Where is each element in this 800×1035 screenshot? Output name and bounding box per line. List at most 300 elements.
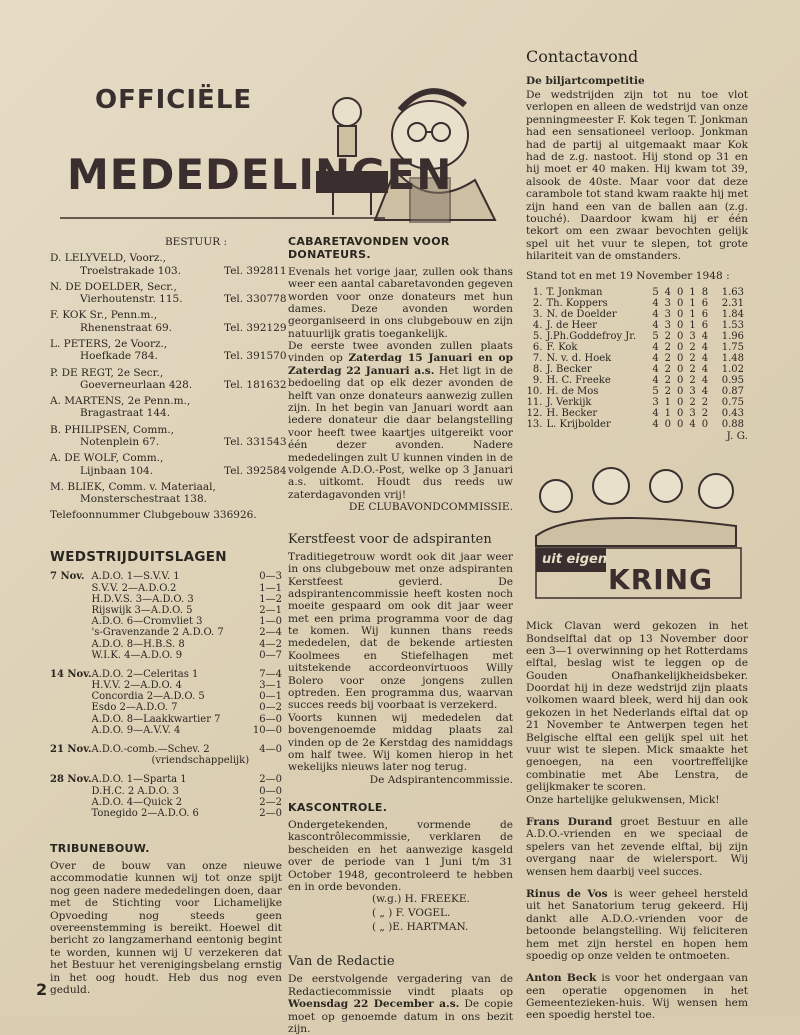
member-name: B. PHILIPSEN, xyxy=(50,423,130,436)
result-score: 1—0 xyxy=(259,616,282,628)
result-score: 0—2 xyxy=(259,702,282,714)
member-name-role xyxy=(50,481,282,493)
member-name-role xyxy=(50,452,282,464)
member-address: Troelstrakade 103. xyxy=(80,264,182,277)
result-score: 6—0 xyxy=(259,713,282,725)
stand-value: 1 xyxy=(664,396,672,408)
column-right xyxy=(526,48,748,1032)
stand-pos: 1. xyxy=(532,286,543,298)
stand-name: H. C. Freeke xyxy=(546,374,611,386)
result-match: D.H.C. 2 A.D.O. 3 xyxy=(91,785,180,797)
member-address: Bragastraat 144. xyxy=(80,407,171,420)
stand-value: 4 xyxy=(652,352,659,364)
cabaret-text-a: Evenals het vorige jaar, zullen ook thans weer een aantal cabaretavonden gegeven worden voor onze donateurs met hun dames. Deze avonden worden georganiseerd in ons clubgebouw en zijn natuurlijk gratis toegankelijk. xyxy=(288,265,513,340)
redactie-text-start: De eerstvolgende vergadering van de Redactiecommissie vindt plaats op xyxy=(288,973,513,998)
stand-value: 0 xyxy=(677,308,684,320)
stand-name: N. v. d. Hoek xyxy=(546,352,612,364)
member-role: Comm. v. Materiaal, xyxy=(108,480,216,493)
stand-average: 1.02 xyxy=(721,363,744,375)
stand-name: N. de Doelder xyxy=(546,308,617,320)
masthead xyxy=(55,50,510,230)
stand-pos: 13. xyxy=(526,418,543,430)
biljart-text: De wedstrijden zijn tot nu toe vlot verlopen en alleen de wedstrijd van onze penningmeester F. Kok tegen T. Jonkman had een sensationeel verloop. Jonkman had de partij al uitgemaakt maar Kok had de z.g. nastoot. Hij stond op 31 en hij moet er 40 maken. Hij kwam tot 39, alsook de 40ste. Maar voor dat deze carambole tot stand kwam raakte hij met zijn hand een van de ballen aan (z.g. touché). Daardoor kwam hij er één tekort om een zwaar bevochten gelijk spel uit het vuur te slepen, tot grote hilariteit van de omstanders. xyxy=(526,89,748,263)
kring-item-durand-text: groet Bestuur en alle A.D.O.-vrienden en we speciaal de spelers van het zevende elftal, bij zijn overgang naar de wielersport. Wij wensen hem daarbij veel succes. xyxy=(526,816,748,878)
results-table xyxy=(50,571,282,819)
result-date-empty xyxy=(50,627,92,638)
kascontrole-signature-1: (w.g.) H. FREEKE. xyxy=(372,893,470,906)
stand-average: 0.95 xyxy=(721,374,744,386)
result-score: 4—0 xyxy=(259,744,282,756)
stand-value: 6 xyxy=(701,319,709,331)
result-row xyxy=(50,714,282,725)
member-name: M. BLIEK, xyxy=(50,480,106,493)
result-match: Rijswijk 3—A.D.O. 5 xyxy=(91,604,193,616)
stand-value: 2 xyxy=(689,396,696,408)
result-date-empty xyxy=(50,594,92,605)
member-address: Vierhoutenstr. 115. xyxy=(80,293,183,306)
kascontrole-title: KASCONTROLE. xyxy=(288,801,388,815)
result-date-empty xyxy=(50,786,92,797)
stand-average: 0.43 xyxy=(721,407,744,419)
member-phone: Tel. 392129 xyxy=(224,321,287,334)
result-score: 2—1 xyxy=(259,604,282,616)
stand-row xyxy=(526,397,744,408)
result-match: A.D.O. 8—Laakkwartier 7 xyxy=(91,713,221,725)
member-name: A. MARTENS, xyxy=(50,395,125,408)
stand-value: 4 xyxy=(664,286,672,298)
result-row xyxy=(50,650,282,661)
stand-name: J. Verkijk xyxy=(546,396,592,408)
stand-value: 5 xyxy=(652,286,659,298)
result-row xyxy=(50,702,282,713)
stand-value: 4 xyxy=(652,341,659,353)
stand-value: 2 xyxy=(664,374,672,386)
tribunebouw-title: TRIBUNEBOUW. xyxy=(50,842,150,856)
kerstfeest-title: Kerstfeest voor de adspiranten xyxy=(288,531,492,547)
stand-value: 2 xyxy=(664,385,672,397)
stand-row xyxy=(526,298,744,309)
stand-name: F. Kok xyxy=(546,341,578,353)
result-match: Tonegido 2—A.D.O. 6 xyxy=(91,807,199,819)
member-name-role xyxy=(50,281,282,293)
stand-value: 0 xyxy=(677,363,684,375)
stand-value: 0 xyxy=(677,352,684,364)
stand-value: 3 xyxy=(664,319,672,331)
stand-pos: 5. xyxy=(532,330,543,342)
result-date-empty xyxy=(50,755,92,766)
member-name: L. PETERS, xyxy=(50,337,112,350)
bestuur-member xyxy=(50,452,287,477)
stand-average: 1.84 xyxy=(721,308,744,320)
member-role: Comm., xyxy=(133,423,174,436)
member-role: Secr., xyxy=(146,280,177,293)
stand-row xyxy=(526,364,744,375)
member-name: F. KOK Sr., xyxy=(50,309,108,322)
kring-item-clavan-end: Onze hartelijke gelukwensen, Mick! xyxy=(526,793,720,806)
cabaret-title: CABARETAVONDEN VOOR DONATEURS. xyxy=(288,235,450,261)
stand-row xyxy=(526,386,744,397)
stand-value: 6 xyxy=(701,308,709,320)
stand-value: 0 xyxy=(677,341,684,353)
kring-item-devos xyxy=(526,888,748,962)
kring-item-devos-text: is weer geheel hersteld uit het Sanatorium terug gekeerd. Hij dankt alle A.D.O.-vrienden voor de betoonde belangstelling. Wij feliciteren hem met zijn herstel en hopen hem spoedig op onze velden te ontmoeten. xyxy=(526,887,749,962)
contactavond-title: Contactavond xyxy=(526,47,639,66)
stand-row xyxy=(526,342,744,353)
result-row xyxy=(50,616,282,627)
stand-row xyxy=(526,309,744,320)
result-score: 1—1 xyxy=(259,582,282,594)
stand-value: 3 xyxy=(689,407,696,419)
kring-item-devos-name: Rinus de Vos xyxy=(526,887,608,900)
member-phone: Tel. 391570 xyxy=(224,350,287,363)
result-score: 7—4 xyxy=(259,668,282,680)
stand-average: 1.96 xyxy=(721,330,744,342)
stand-value: 4 xyxy=(689,418,696,430)
result-match: A.D.O. 1—Sparta 1 xyxy=(91,774,187,786)
stand-value: 0 xyxy=(677,385,684,397)
stand-value: 4 xyxy=(701,330,709,342)
member-role: Comm., xyxy=(122,452,164,465)
stand-name: J. de Heer xyxy=(546,319,597,331)
result-row xyxy=(50,797,282,808)
biljart-subtitle: De biljartcompetitie xyxy=(526,74,645,87)
stand-value: 3 xyxy=(689,385,696,397)
stand-pos: 10. xyxy=(526,385,543,397)
kring-item-durand xyxy=(526,816,748,878)
member-phone: Tel. 181632 xyxy=(224,378,287,391)
result-date-empty xyxy=(50,616,92,627)
stand-value: 4 xyxy=(701,374,709,386)
stand-value: 4 xyxy=(701,352,709,364)
member-name-role xyxy=(50,424,282,436)
cabaret-text-b xyxy=(288,340,513,501)
stand-value: 2 xyxy=(664,341,672,353)
member-address: Lijnbaan 104. xyxy=(80,464,154,477)
stand-row xyxy=(526,375,744,386)
stand-average: 1.53 xyxy=(721,319,744,331)
bestuur-member xyxy=(50,481,282,506)
member-address: Monsterschestraat 138. xyxy=(80,493,208,506)
stand-title: Stand tot en met 19 November 1948 : xyxy=(526,270,730,283)
stand-value: 3 xyxy=(689,330,696,342)
stand-name: T. Jonkman xyxy=(546,286,603,298)
bestuur-member xyxy=(50,280,287,306)
stand-value: 5 xyxy=(652,385,659,397)
stand-value: 0 xyxy=(664,418,672,430)
bestuur-list xyxy=(50,252,287,506)
kerstfeest-text-a: Traditiegetrouw wordt ook dit jaar weer in ons clubgebouw met onze adspiranten Kerstfeest gevierd. De adspirantencommissie heeft kosten noch moeite gespaard om ook dit jaar weer met een prima programma voor de dag te komen. Wij kunnen thans reeds mededelen, dat de bekende artiesten Koolmees en Stiefelhagen met uitstekende accordeonvirtuoos Willy Bolero voor onze jongens zullen optreden. Een programma dus, waarvan succes reeds bij voorbaat is verzekerd. xyxy=(288,550,513,712)
result-row xyxy=(50,755,282,766)
stand-row xyxy=(526,320,744,331)
member-name-role xyxy=(50,367,282,379)
stand-value: 4 xyxy=(652,297,659,309)
result-row xyxy=(50,594,282,605)
redactie-title: Van de Redactie xyxy=(288,954,395,970)
stand-value: 0 xyxy=(677,286,684,298)
result-score: 10—0 xyxy=(252,724,282,736)
results-gap xyxy=(50,661,282,669)
member-name: D. LELYVELD, xyxy=(50,252,127,265)
result-row xyxy=(50,639,282,650)
result-score: 0—3 xyxy=(259,571,282,583)
member-phone: Tel. 392584 xyxy=(224,464,287,477)
result-match: A.D.O. 9—A.V.V. 4 xyxy=(91,724,181,736)
stand-name: J.Ph.Goddefroy Jr. xyxy=(546,330,637,342)
stand-value: 3 xyxy=(664,297,672,309)
stand-value: 0 xyxy=(677,407,684,419)
stand-pos: 8. xyxy=(532,363,543,375)
masthead-word-officiele: OFFICIËLE xyxy=(95,85,253,115)
bestuur-title: BESTUUR : xyxy=(164,236,228,248)
kascontrole-signature-2: ( „ ) F. VOGEL. xyxy=(372,907,451,919)
cabaret-dates: Zaterdag 15 Januari en op Zaterdag 22 Januari a.s. xyxy=(288,352,514,377)
results-gap-cell xyxy=(50,766,282,774)
stand-value: 1 xyxy=(689,286,696,298)
result-score: 2—2 xyxy=(259,796,282,808)
bestuur-member xyxy=(50,423,287,449)
kerstfeest-signature: De Adspirantencommissie. xyxy=(369,773,513,786)
column-middle xyxy=(288,236,513,1035)
stand-value: 2 xyxy=(689,374,696,386)
kascontrole-signatures xyxy=(288,893,513,934)
result-match: A.D.O. 8—H.B.S. 8 xyxy=(91,638,185,650)
member-name-role xyxy=(50,395,282,407)
stand-average: 1.75 xyxy=(721,341,744,353)
kerstfeest-text-b: Voorts kunnen wij mededelen dat bovengenoemde middag plaats zal vinden op de 2e Kerstdag des namiddags om half twee. Wij komen hierop in het wekelijks nieuws later nog terug. xyxy=(288,711,513,774)
result-date-empty xyxy=(50,691,92,702)
result-row xyxy=(50,571,282,582)
result-date-empty xyxy=(50,714,92,725)
result-date-empty xyxy=(50,639,92,650)
stand-row xyxy=(526,408,744,419)
cabaret-text-c: Het ligt in de bedoeling dat op elk dezer avonden de helft van onze donateurs aanwezig zullen zijn. In het begin van Januari wordt aan iedere donateur die daar belangstelling voor heeft twee kaartjes uitgereikt voor één dezer avonden. Nadere mededelingen zult U kunnen vinden in de volgende A.D.O.-Post, welke op 3 Januari a.s. uitkomt. Houdt dus reeds uw zaterdagavonden vrij! xyxy=(288,364,513,501)
result-row xyxy=(50,808,282,819)
stand-value: 0 xyxy=(677,330,684,342)
kring-item-clavan xyxy=(526,620,748,806)
member-role: 2e Secr., xyxy=(117,366,164,379)
stand-row xyxy=(526,331,744,342)
result-row xyxy=(50,786,282,797)
member-name: P. DE REGT, xyxy=(50,366,114,379)
stand-value: 8 xyxy=(701,286,709,298)
stand-average: 0.75 xyxy=(721,396,744,408)
stand-pos: 4. xyxy=(532,319,543,331)
results-gap xyxy=(50,736,282,744)
stand-name: J. Becker xyxy=(546,363,592,375)
result-date-empty xyxy=(50,605,92,616)
result-score: 1—2 xyxy=(259,593,282,605)
stand-value: 4 xyxy=(652,308,659,320)
result-match: (vriendschappelijk) xyxy=(151,755,250,767)
result-score: 0—7 xyxy=(259,649,282,661)
bestuur-member xyxy=(50,395,282,420)
masthead-illustration xyxy=(55,50,510,230)
result-row xyxy=(50,725,282,736)
member-name-role xyxy=(50,309,282,321)
result-score: 0—1 xyxy=(259,691,282,703)
stand-pos: 7. xyxy=(532,352,543,364)
stand-value: 4 xyxy=(652,418,659,430)
result-match: A.D.O. 6—Cromvliet 3 xyxy=(91,616,203,628)
stand-value: 0 xyxy=(677,418,684,430)
result-score: 2—0 xyxy=(259,807,282,819)
stand-pos: 3. xyxy=(532,308,543,320)
result-match: A.D.O. 1—S.V.V. 1 xyxy=(91,571,180,583)
stand-value: 1 xyxy=(689,297,696,309)
result-date-empty xyxy=(50,797,92,808)
result-score: 3—1 xyxy=(259,680,282,692)
stand-name: Th. Koppers xyxy=(546,297,608,309)
member-name: N. DE DOELDER, xyxy=(50,280,144,293)
result-match: 's-Gravenzande 2 A.D.O. 7 xyxy=(91,627,224,639)
kring-item-beck xyxy=(526,972,748,1022)
stand-row xyxy=(526,419,744,430)
result-match: A.D.O. 4—Quick 2 xyxy=(91,796,183,808)
stand-value: 3 xyxy=(652,396,659,408)
tribunebouw-text: Over de bouw van onze nieuwe accommodatie kunnen wij tot onze spijt nog geen nadere mededelingen doen, daar met de Stichting voor Lichamelijke Opvoeding nog steeds geen overeenstemming is bereikt. Hoewel dit bericht zo langzamerhand eentonig begint te worden, kunnen wij U verzekeren dat het Bestuur het verenigingsbelang ernstig in het oog houdt. Heb dus nog even geduld. xyxy=(50,860,282,996)
result-date-empty xyxy=(50,583,92,594)
stand-average: 1.48 xyxy=(721,352,744,364)
redactie-date: Woensdag 22 December a.s. xyxy=(288,998,460,1011)
result-date: 28 Nov. xyxy=(50,774,92,786)
result-score: 4—2 xyxy=(259,638,282,650)
result-date-empty xyxy=(50,725,92,736)
result-row xyxy=(50,583,282,594)
kring-item-beck-name: Anton Beck xyxy=(526,972,597,985)
stand-value: 6 xyxy=(701,297,709,309)
stand-average: 1.63 xyxy=(721,286,744,298)
stand-average: 0.87 xyxy=(721,385,744,397)
member-name-role xyxy=(50,252,282,264)
stand-row xyxy=(526,287,744,298)
column-left xyxy=(50,236,287,996)
result-date: 14 Nov. xyxy=(50,668,92,680)
stand-value: 2 xyxy=(664,352,672,364)
stand-value: 4 xyxy=(652,363,659,375)
kascontrole-signature-3: ( „ )E. HARTMAN. xyxy=(372,920,469,933)
stand-table xyxy=(526,287,744,430)
stand-value: 0 xyxy=(701,418,709,430)
result-match: H.V.V. 2—A.D.O. 4 xyxy=(91,680,182,692)
result-date-empty xyxy=(50,650,92,661)
bestuur-member xyxy=(50,309,287,334)
result-match: A.D.O. 2—Celeritas 1 xyxy=(91,668,199,680)
result-date: 7 Nov. xyxy=(50,571,85,583)
stand-value: 2 xyxy=(701,407,709,419)
stand-average: 0.88 xyxy=(721,418,744,430)
member-name: A. DE WOLF, xyxy=(50,452,120,465)
kring-item-beck-text: is voor het ondergaan van een operatie opgenomen in het Gemeentezieken-huis. Wij wensen hem een spoedig herstel toe. xyxy=(526,972,748,1022)
stand-value: 2 xyxy=(664,363,672,375)
member-role: 2e Penn.m., xyxy=(127,395,191,408)
result-match: H.D.V.S. 3—A.D.O. 3 xyxy=(91,593,194,605)
stand-name: H. Becker xyxy=(546,407,598,419)
results-gap xyxy=(50,766,282,774)
results-gap-cell xyxy=(50,736,282,744)
stand-value: 0 xyxy=(677,319,684,331)
kring-item-durand-name: Frans Durand xyxy=(526,816,613,828)
stand-value: 0 xyxy=(677,396,684,408)
result-row xyxy=(50,669,282,680)
member-phone xyxy=(224,493,282,505)
bestuur-member xyxy=(50,252,287,277)
result-match: Esdo 2—A.D.O. 7 xyxy=(91,702,178,714)
result-match: A.D.O.-comb.—Schev. 2 xyxy=(91,744,210,756)
stand-value: 5 xyxy=(652,330,659,342)
wedstrijduitslagen-title: WEDSTRIJDUITSLAGEN xyxy=(50,548,227,565)
stand-name: H. de Mos xyxy=(546,385,599,397)
stand-value: 3 xyxy=(664,308,672,320)
stand-value: 2 xyxy=(689,363,696,375)
results-gap-cell xyxy=(50,661,282,669)
stand-value: 0 xyxy=(677,374,684,386)
stand-value: 4 xyxy=(701,341,709,353)
member-phone: Tel. 330778 xyxy=(224,293,287,306)
stand-value: 2 xyxy=(701,396,709,408)
tel-clubgebouw: Telefoonnummer Clubgebouw 336926. xyxy=(50,509,257,522)
kascontrole-text: Ondergetekenden, vormende de kascontrôlecommissie, verklaren de bescheiden en het aanwezige kasgeld over de periode van 1 Juni t/m 31 October 1948, gecontroleerd te hebben en in orde bevonden. xyxy=(288,819,513,893)
member-phone xyxy=(224,407,282,419)
stand-value: 2 xyxy=(689,352,696,364)
member-role: Penn.m., xyxy=(110,309,158,322)
stand-value: 2 xyxy=(689,341,696,353)
cabaret-signature: DE CLUBAVONDCOMMISSIE. xyxy=(348,501,513,514)
stand-value: 1 xyxy=(664,407,672,419)
result-score: 2—0 xyxy=(259,774,282,786)
stand-value: 4 xyxy=(701,363,709,375)
result-date-empty xyxy=(50,702,92,713)
result-row xyxy=(50,605,282,616)
member-phone: Tel. 392811 xyxy=(224,264,287,277)
kring-word-uit-eigen: uit eigen xyxy=(542,552,608,568)
stand-name: L. Krijbolder xyxy=(546,418,611,430)
result-row xyxy=(50,744,282,755)
kring-item-clavan-text: Mick Clavan werd gekozen in het Bondselftal dat op 13 November door een 3—1 overwinning op het Rotterdams elftal, beslag wist te leggen op de Gouden Onafhankelijkheidsbeker. Doordat hij in deze wedstrijd zijn plaats volkomen waard bleek, werd hij dan ook gekozen in het Nederlands elftal dat op 21 November te Antwerpen tegen het Belgische elftal een gelijk spel uit het vuur wist te slepen. Mick smaakte het genoegen, na een voortreffelijke combinatie met Abe Lenstra, de gelijkmaker te scoren. xyxy=(526,620,748,794)
result-row xyxy=(50,680,282,691)
result-row xyxy=(50,691,282,702)
result-date-empty xyxy=(50,808,92,819)
member-address: Rhenenstraat 69. xyxy=(80,321,173,334)
result-match: Concordia 2—A.D.O. 5 xyxy=(91,691,205,703)
result-date: 21 Nov. xyxy=(50,744,92,756)
stand-pos: 11. xyxy=(526,396,543,408)
stand-value: 4 xyxy=(652,374,659,386)
bestuur-member xyxy=(50,366,287,392)
stand-value: 1 xyxy=(689,308,696,320)
member-address: Notenplein 67. xyxy=(80,435,160,448)
stand-value: 2 xyxy=(664,330,672,342)
member-role: Voorz., xyxy=(129,252,167,265)
stand-value: 0 xyxy=(677,297,684,309)
result-score xyxy=(252,755,282,766)
stand-average: 2.31 xyxy=(721,297,744,309)
stand-pos: 9. xyxy=(532,374,543,386)
stand-value: 4 xyxy=(701,385,709,397)
member-role: 2e Voorz., xyxy=(114,337,168,350)
bestuur-member xyxy=(50,337,287,363)
result-score: 2—4 xyxy=(259,627,282,639)
member-name-role xyxy=(50,338,282,350)
result-match: S.V.V. 2—A.D.O.2 xyxy=(91,582,177,594)
uit-eigen-kring-header xyxy=(526,456,748,606)
stand-row xyxy=(526,353,744,364)
result-date-empty xyxy=(50,680,92,691)
redactie-text xyxy=(288,973,513,1035)
member-address: Hoefkade 784. xyxy=(80,350,158,363)
stand-value: 1 xyxy=(689,319,696,331)
member-phone: Tel. 331543 xyxy=(224,435,287,448)
stand-value: 4 xyxy=(652,407,659,419)
